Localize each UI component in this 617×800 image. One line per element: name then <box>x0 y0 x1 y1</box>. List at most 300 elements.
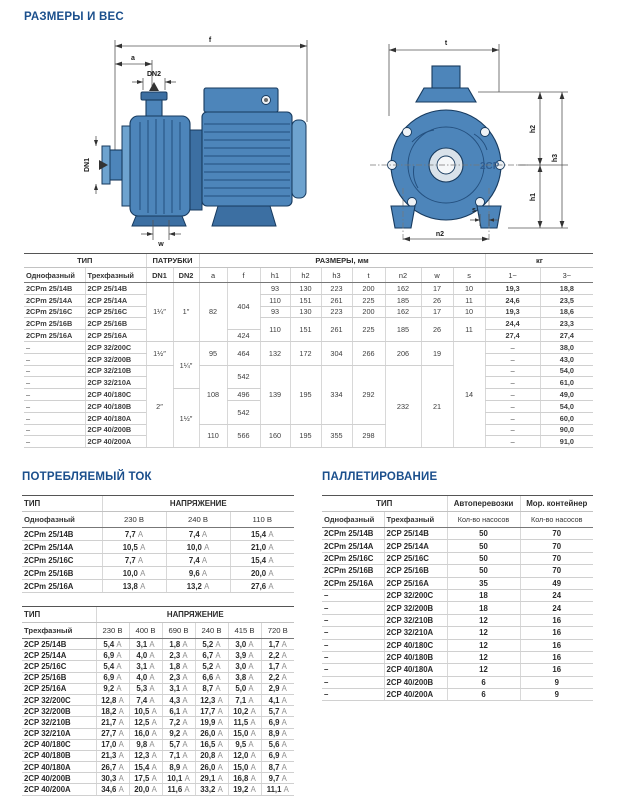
cell: 10 <box>453 306 485 318</box>
header-cell: 1~ <box>485 268 540 283</box>
cell: – <box>24 341 85 353</box>
cell: 355 <box>321 424 352 448</box>
cell: 3,1 A <box>129 661 162 672</box>
cell: 110 <box>260 294 290 306</box>
cell: 23,3 <box>540 318 593 330</box>
cell: 223 <box>321 283 352 295</box>
table-row <box>322 589 593 601</box>
cell: 2CP 32/210B <box>22 717 96 728</box>
pump-front-view-drawing <box>328 30 600 248</box>
cell: 195 <box>290 365 321 424</box>
header-cell: РАЗМЕРЫ, мм <box>199 254 485 268</box>
header-cell: 415 В <box>228 623 261 639</box>
cell: – <box>24 365 85 377</box>
cell: 60,0 <box>540 412 593 424</box>
cell: 17 <box>421 283 453 295</box>
cell: 172 <box>290 341 321 365</box>
cell: 50 <box>447 552 520 564</box>
cell: 5,4 A <box>96 661 129 672</box>
cell: 2CP 32/200B <box>22 706 96 717</box>
cell: 12 <box>447 627 520 639</box>
cell: 464 <box>227 341 260 365</box>
cell: 6,7 A <box>195 650 228 661</box>
cell: 9,7 A <box>261 773 294 784</box>
cell: 24,4 <box>485 318 540 330</box>
header-cell: 230 В <box>102 512 166 528</box>
header-cell: 720 В <box>261 623 294 639</box>
table-row <box>322 676 593 688</box>
cell: 2CPm 25/16B <box>24 318 85 330</box>
cell: 225 <box>352 318 385 342</box>
cell: 43,0 <box>540 353 593 365</box>
cell: 3,0 A <box>228 661 261 672</box>
cell: 15,4 A <box>129 762 162 773</box>
cell: 26,0 A <box>195 728 228 739</box>
cell: 18 <box>447 589 520 601</box>
cell: 15,4 A <box>230 554 294 567</box>
cell: 2CP 25/16C <box>85 306 146 318</box>
cell: 10,0 A <box>166 541 230 554</box>
cell: 261 <box>321 294 352 306</box>
pump-side-view-drawing <box>10 30 320 248</box>
header-cell: 240 В <box>195 623 228 639</box>
cell: 110 <box>260 318 290 342</box>
header-cell: Однофазный <box>22 512 102 528</box>
cell: – <box>485 377 540 389</box>
cell: 298 <box>352 424 385 448</box>
cell: 2CP 32/200B <box>384 602 447 614</box>
cell: 8,9 A <box>162 762 195 773</box>
cell: 2CP 32/210A <box>85 377 146 389</box>
cell: 1½″ <box>146 341 173 365</box>
table-row <box>322 627 593 639</box>
cell: 6 <box>447 676 520 688</box>
cell: 33,2 A <box>195 784 228 795</box>
dim-label-a: a <box>131 55 135 62</box>
cell: 2CP 32/200B <box>85 353 146 365</box>
cell: 200 <box>352 283 385 295</box>
table-row <box>22 717 294 728</box>
cell: 9,8 A <box>129 739 162 750</box>
cell: 20,0 A <box>230 567 294 580</box>
cell: – <box>322 664 384 676</box>
cell: 13,8 A <box>102 580 166 593</box>
cell: 82 <box>199 283 227 342</box>
cell: 70 <box>520 565 593 577</box>
table-row <box>322 639 593 651</box>
cell: 206 <box>385 341 421 365</box>
cell: 266 <box>352 341 385 365</box>
header-row <box>24 268 593 283</box>
cell: 10,2 A <box>228 706 261 717</box>
cell: – <box>485 424 540 436</box>
cell: 1½″ <box>173 389 199 448</box>
cell: 5,4 A <box>96 639 129 650</box>
cell: 2CPm 25/14B <box>322 528 384 540</box>
cell: 3,1 A <box>162 683 195 694</box>
cell: 2CP 40/200A <box>22 784 96 795</box>
cell: 10,1 A <box>162 773 195 784</box>
cell: 261 <box>321 318 352 342</box>
header-cell: Кол-во насосов <box>447 512 520 528</box>
cell: 2CP 25/16C <box>22 661 96 672</box>
table-row <box>22 672 294 683</box>
cell: 11,5 A <box>228 717 261 728</box>
table-row <box>22 773 294 784</box>
cell: 93 <box>260 283 290 295</box>
cell: 2CP 25/16B <box>22 672 96 683</box>
cell: 3,1 A <box>129 639 162 650</box>
cell: 49 <box>520 577 593 589</box>
cell: 2,2 A <box>261 672 294 683</box>
cell: 10,0 A <box>102 567 166 580</box>
table-row <box>22 639 294 650</box>
table-row <box>322 552 593 564</box>
cell: 2CP 25/14B <box>85 283 146 295</box>
pump-logo: 2CP <box>480 161 500 172</box>
dim-label-h1: h1 <box>530 192 537 202</box>
cell: 132 <box>260 341 290 365</box>
cell: 223 <box>321 306 352 318</box>
cell: 4,0 A <box>129 650 162 661</box>
cell: 2CP 40/200B <box>85 424 146 436</box>
cell: – <box>485 436 540 448</box>
table-row <box>22 728 294 739</box>
cell: 8,9 A <box>261 728 294 739</box>
cell: 200 <box>352 306 385 318</box>
header-cell: ТИП <box>24 254 146 268</box>
current-three-phase-table <box>22 606 294 796</box>
cell: 27,7 A <box>96 728 129 739</box>
cell: 185 <box>385 294 421 306</box>
cell: – <box>485 341 540 353</box>
header-cell: Однофазный <box>322 512 384 528</box>
cell: 70 <box>520 552 593 564</box>
cell: 11,1 A <box>261 784 294 795</box>
table-row <box>22 750 294 761</box>
cell: 19,2 A <box>228 784 261 795</box>
cell: 2CP 32/200C <box>384 589 447 601</box>
cell: 195 <box>290 424 321 448</box>
cell: 21 <box>421 365 453 448</box>
cell: 12 <box>447 614 520 626</box>
cell: 49,0 <box>540 389 593 401</box>
cell: 7,4 A <box>129 694 162 705</box>
cell: 18,8 <box>540 283 593 295</box>
cell: 151 <box>290 318 321 342</box>
cell: 2CPm 25/16C <box>22 554 102 567</box>
cell: 9,5 A <box>228 739 261 750</box>
cell: 15,0 A <box>228 728 261 739</box>
pump-front-view-icon <box>328 30 600 248</box>
cell: 139 <box>260 365 290 424</box>
cell: 24 <box>520 602 593 614</box>
cell: 7,1 A <box>228 694 261 705</box>
cell: 2CPm 25/14A <box>24 294 85 306</box>
header-cell: f <box>227 268 260 283</box>
cell: 26 <box>421 294 453 306</box>
cell: – <box>24 424 85 436</box>
header-row <box>22 512 294 528</box>
header-cell: 110 В <box>230 512 294 528</box>
cell: 2CP 40/200B <box>384 676 447 688</box>
cell: 11 <box>453 294 485 306</box>
header-row <box>22 607 294 623</box>
cell: 2CP 40/180B <box>384 651 447 663</box>
cell: 2CPm 25/14B <box>22 528 102 541</box>
header-cell: h2 <box>290 268 321 283</box>
cell: 30,3 A <box>96 773 129 784</box>
cell: – <box>322 589 384 601</box>
section-title-palletizing: ПАЛЛЕТИРОВАНИЕ <box>322 471 438 483</box>
header-cell: Мор. контейнер <box>520 496 593 512</box>
cell: 2CPm 25/16B <box>322 565 384 577</box>
cell: 225 <box>352 294 385 306</box>
cell: 24 <box>520 589 593 601</box>
table-row <box>22 580 294 593</box>
cell: 3,9 A <box>228 650 261 661</box>
header-cell: Трехфазный <box>22 623 96 639</box>
table <box>24 253 593 448</box>
cell: 7,7 A <box>102 554 166 567</box>
header-cell: 690 В <box>162 623 195 639</box>
header-cell: ТИП <box>22 496 102 512</box>
table-row <box>22 683 294 694</box>
cell: 2CP 25/14A <box>22 650 96 661</box>
header-row <box>322 512 593 528</box>
table-row <box>322 664 593 676</box>
cell: 7,7 A <box>102 528 166 541</box>
cell: 2CP 25/16A <box>22 683 96 694</box>
dim-label-w: w <box>158 241 164 248</box>
header-cell: Однофазный <box>24 268 85 283</box>
cell: 17,5 A <box>129 773 162 784</box>
table-row <box>22 650 294 661</box>
header-cell: w <box>421 268 453 283</box>
header-cell: t <box>352 268 385 283</box>
header-cell: НАПРЯЖЕНИЕ <box>96 607 294 623</box>
cell: 2CP 25/16B <box>85 318 146 330</box>
cell: 12,5 A <box>129 717 162 728</box>
cell: – <box>485 389 540 401</box>
cell: 2CP 25/16A <box>85 330 146 342</box>
cell: 50 <box>447 540 520 552</box>
cell: 6,6 A <box>195 672 228 683</box>
dim-label-h2: h2 <box>530 124 537 134</box>
cell: 8,7 A <box>261 762 294 773</box>
table-row <box>22 694 294 705</box>
cell: 424 <box>227 330 260 342</box>
table <box>322 495 593 701</box>
cell: 2CP 40/180A <box>85 412 146 424</box>
table-row <box>322 577 593 589</box>
cell: 2CP 40/180C <box>22 739 96 750</box>
cell: 6,1 A <box>162 706 195 717</box>
cell: – <box>24 412 85 424</box>
cell: 2CP 40/180C <box>384 639 447 651</box>
cell: 5,7 A <box>162 739 195 750</box>
cell: 91,0 <box>540 436 593 448</box>
table-row <box>322 602 593 614</box>
cell: 21,7 A <box>96 717 129 728</box>
cell: 93 <box>260 306 290 318</box>
cell: 9 <box>520 676 593 688</box>
cell: 304 <box>321 341 352 365</box>
pump-side-view-icon <box>10 30 320 248</box>
header-cell: НАПРЯЖЕНИЕ <box>102 496 294 512</box>
current-single-phase-table <box>22 495 294 593</box>
header-cell: h1 <box>260 268 290 283</box>
cell: 1,8 A <box>162 661 195 672</box>
cell: 15,0 A <box>228 762 261 773</box>
header-cell: ТИП <box>22 607 96 623</box>
cell: 2,2 A <box>261 650 294 661</box>
cell: 16 <box>520 639 593 651</box>
cell: – <box>322 614 384 626</box>
cell: 232 <box>385 365 421 448</box>
header-cell: Трехфазный <box>384 512 447 528</box>
cell: 2CPm 25/16B <box>22 567 102 580</box>
cell: 2CPm 25/14A <box>22 541 102 554</box>
cell: – <box>485 400 540 412</box>
cell: – <box>24 377 85 389</box>
cell: 1¼″ <box>146 283 173 342</box>
table-row <box>22 784 294 795</box>
cell: 7,4 A <box>166 554 230 567</box>
cell: 19,3 <box>485 306 540 318</box>
cell: 38,0 <box>540 341 593 353</box>
cell: – <box>485 365 540 377</box>
table-row <box>322 565 593 577</box>
cell: 20,8 A <box>195 750 228 761</box>
table-row <box>22 762 294 773</box>
table-row <box>22 661 294 672</box>
header-cell: DN2 <box>173 268 199 283</box>
cell: 18 <box>447 602 520 614</box>
cell: – <box>24 436 85 448</box>
cell: 2CPm 25/16A <box>24 330 85 342</box>
cell: 185 <box>385 318 421 342</box>
cell: 4,3 A <box>162 694 195 705</box>
cell: 19 <box>421 341 453 365</box>
cell: 11,6 A <box>162 784 195 795</box>
cell: – <box>24 389 85 401</box>
dim-label-dn2: DN2 <box>146 71 162 78</box>
table-row <box>322 651 593 663</box>
cell: 8,7 A <box>195 683 228 694</box>
table-row <box>24 283 593 295</box>
cell: 29,1 A <box>195 773 228 784</box>
cell: 2CP 40/180B <box>85 400 146 412</box>
table-row <box>24 306 593 318</box>
cell: 34,6 A <box>96 784 129 795</box>
header-cell: a <box>199 268 227 283</box>
cell: 2CP 25/16C <box>384 552 447 564</box>
cell: 12 <box>447 639 520 651</box>
cell: 21,0 A <box>230 541 294 554</box>
cell: 2CP 25/14A <box>384 540 447 552</box>
cell: 9,6 A <box>166 567 230 580</box>
cell: 90,0 <box>540 424 593 436</box>
cell: 404 <box>227 283 260 330</box>
header-cell: DN1 <box>146 268 173 283</box>
header-cell: n2 <box>385 268 421 283</box>
cell: 70 <box>520 528 593 540</box>
cell: – <box>24 400 85 412</box>
cell: 6,9 A <box>261 717 294 728</box>
header-cell: 240 В <box>166 512 230 528</box>
header-cell: ТИП <box>322 496 447 512</box>
cell: 17,7 A <box>195 706 228 717</box>
cell: 2CP 25/14A <box>85 294 146 306</box>
cell: 7,2 A <box>162 717 195 728</box>
cell: 16,0 A <box>129 728 162 739</box>
table-row <box>24 424 593 436</box>
cell: 2CPm 25/16A <box>22 580 102 593</box>
cell: 70 <box>520 540 593 552</box>
cell: 6,9 A <box>96 672 129 683</box>
cell: 108 <box>199 365 227 424</box>
cell: 5,0 A <box>228 683 261 694</box>
cell: 27,4 <box>540 330 593 342</box>
cell: 50 <box>447 528 520 540</box>
cell: 9,2 A <box>162 728 195 739</box>
dimensions-weight-table <box>24 253 593 448</box>
cell: 20,0 A <box>129 784 162 795</box>
cell: 3,0 A <box>228 639 261 650</box>
cell: 110 <box>199 424 227 448</box>
cell: 130 <box>290 283 321 295</box>
cell: 26,0 A <box>195 762 228 773</box>
table-row <box>24 365 593 377</box>
cell: 2,3 A <box>162 650 195 661</box>
cell: 334 <box>321 365 352 424</box>
table-row <box>22 541 294 554</box>
header-row <box>24 254 593 268</box>
cell: 2,9 A <box>261 683 294 694</box>
cell: 292 <box>352 365 385 424</box>
header-cell: кг <box>485 254 593 268</box>
cell: 2CP 32/200C <box>22 694 96 705</box>
cell: 11 <box>453 318 485 342</box>
header-row <box>22 496 294 512</box>
table-row <box>22 528 294 541</box>
cell: 5,2 A <box>195 639 228 650</box>
cell: 12 <box>447 651 520 663</box>
header-cell: s <box>453 268 485 283</box>
cell: 2CP 25/16A <box>384 577 447 589</box>
cell: 4,0 A <box>129 672 162 683</box>
section-title-current: ПОТРЕБЛЯЕМЫЙ ТОК <box>22 471 152 483</box>
cell: 2CP 32/210A <box>384 627 447 639</box>
table-row <box>322 528 593 540</box>
cell: 61,0 <box>540 377 593 389</box>
cell: – <box>485 412 540 424</box>
cell: 27,6 A <box>230 580 294 593</box>
cell: 9,2 A <box>96 683 129 694</box>
cell: 54,0 <box>540 400 593 412</box>
dim-label-f: f <box>208 37 212 44</box>
table-row <box>24 294 593 306</box>
dim-label-s: s <box>472 207 476 214</box>
cell: 2CP 25/16B <box>384 565 447 577</box>
cell: 12,3 A <box>195 694 228 705</box>
cell: 10 <box>453 283 485 295</box>
table-row <box>24 341 593 353</box>
cell: – <box>322 651 384 663</box>
cell: 5,3 A <box>129 683 162 694</box>
section-title-dimensions: РАЗМЕРЫ И ВЕС <box>24 11 124 23</box>
